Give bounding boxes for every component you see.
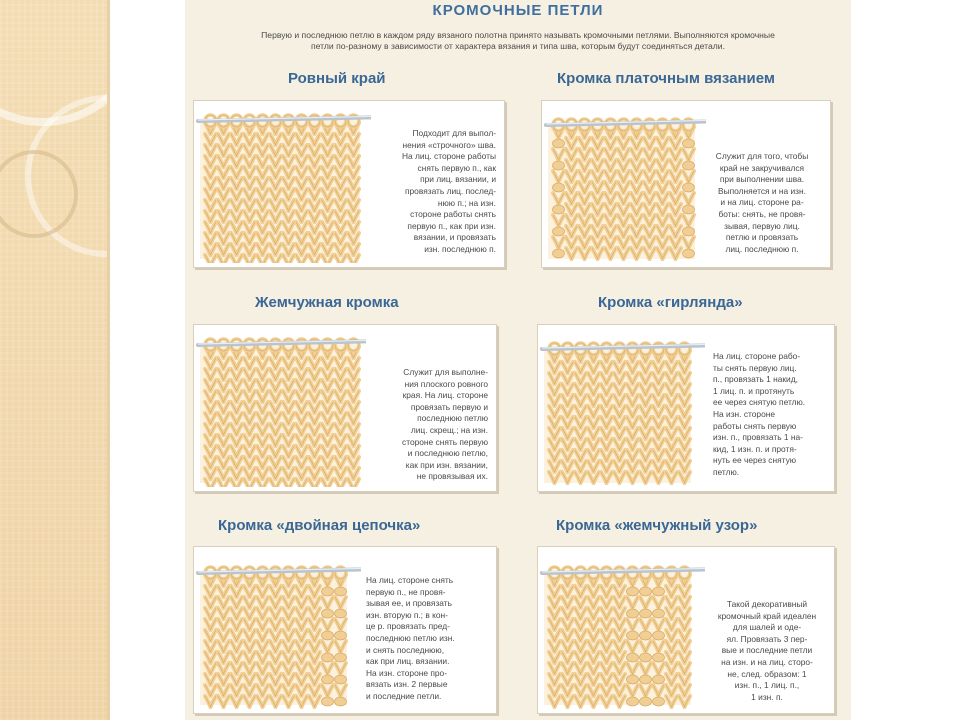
description-line: стороне снять первую	[402, 436, 488, 447]
section-description	[706, 599, 828, 703]
knitting-illustration	[544, 109, 706, 263]
description-line: изн. п., 1 лиц. п.,	[734, 680, 800, 691]
description-line: нуть ее через снятую	[713, 455, 797, 466]
section-title-garter-edge: Кромка платочным вязанием	[557, 70, 776, 87]
knit-stitches	[546, 119, 706, 259]
description-line: Подходит для выпол-	[412, 128, 496, 138]
scanned-page	[185, 0, 851, 720]
section-description	[700, 151, 824, 255]
description-line: лиц. скрещ.; на изн.	[410, 424, 488, 435]
description-line: стороне работы снять	[410, 209, 496, 220]
section-description	[344, 367, 488, 483]
description-line: как при изн. вязании,	[405, 459, 488, 470]
description-line: и снять последнюю,	[366, 644, 445, 655]
intro-line: Первую и последнюю петлю в каждом ряду вязаного полотна принято называть кромочными петлями. Выполняются кромочные	[261, 30, 775, 40]
description-line: петлю и провязать	[725, 232, 799, 243]
left-decoration	[0, 0, 107, 720]
description-line: Служит для того, чтобы	[715, 151, 809, 161]
section-title-garland-edge: Кромка «гирлянда»	[598, 294, 743, 311]
section-title-even-edge: Ровный край	[288, 70, 386, 87]
description-line: зывая ее, и провязать	[366, 598, 452, 609]
panel-double-chain-edge	[193, 546, 497, 714]
description-line: лиц. последнюю п.	[725, 243, 799, 254]
panel-pearl-pattern-edge	[537, 546, 835, 714]
description-line: изн. последнюю п.	[424, 243, 496, 254]
description-line: Такой декоративный	[726, 599, 808, 609]
description-line: вые и последние петли	[721, 645, 813, 656]
section-title-pearl-pattern-edge: Кромка «жемчужный узор»	[556, 517, 758, 534]
description-line: и на лиц. стороне ра-	[720, 197, 804, 208]
description-line: вязании, и провязать	[413, 232, 496, 243]
section-title-double-chain-edge: Кромка «двойная цепочка»	[218, 517, 421, 534]
description-line: На лиц. стороне работы	[401, 151, 496, 162]
description-line: и последние петли.	[366, 690, 442, 701]
panel-garter-edge	[541, 100, 831, 268]
description-line: изн. п., провязать 1 на-	[713, 432, 803, 443]
intro-text	[195, 30, 841, 52]
knit-stitches	[542, 567, 705, 707]
description-line: 1 изн. п.	[751, 691, 783, 702]
description-line: ее через снятую петлю.	[713, 397, 806, 408]
description-line: первую п., как при изн.	[407, 220, 496, 231]
description-line: На изн. стороне	[713, 408, 776, 419]
section-description	[344, 128, 496, 256]
description-line: На лиц. стороне снять	[366, 575, 454, 585]
description-line: На изн. стороне про-	[366, 667, 447, 678]
section-title-pearl-edge: Жемчужная кромка	[255, 294, 399, 311]
knit-stitches	[198, 339, 366, 487]
description-line: при выполнении шва.	[719, 174, 805, 185]
description-line: ния плоского ровного	[404, 378, 488, 389]
knit-stitches	[542, 343, 705, 483]
description-line: и последнюю петлю,	[407, 448, 488, 459]
description-line: боты: снять, не провя-	[718, 208, 806, 219]
description-line: работы снять первую	[713, 420, 797, 431]
description-line: при лиц. вязании, и	[420, 174, 496, 185]
knitting-illustration	[196, 329, 366, 487]
description-line: зывая, первую лиц.	[724, 220, 800, 231]
knitting-illustration	[540, 557, 705, 709]
description-line: Служит для выполне-	[403, 367, 488, 377]
description-line: це р. провязать пред-	[366, 621, 450, 632]
description-line: не провязывая их.	[416, 471, 488, 482]
description-line: 1 лиц. п. и протянуть	[713, 385, 795, 396]
description-line: последнюю петлю	[417, 413, 488, 424]
description-line: кид, 1 изн. п. и протя-	[713, 443, 797, 454]
knitting-illustration	[196, 557, 361, 709]
description-line: нюю п.; на изн.	[437, 197, 496, 208]
intro-line: петли по-разному в зависимости от характера вязания и типа шва, которым будут соединяться детали.	[311, 41, 725, 51]
page-title: КРОМОЧНЫЕ ПЕТЛИ	[432, 2, 604, 19]
panel-garland-edge	[537, 324, 835, 492]
description-line: ял. Провязать 3 пер-	[726, 633, 808, 644]
knitting-illustration	[540, 333, 705, 487]
description-line: вязать изн. 2 первые	[366, 679, 448, 690]
section-description	[366, 575, 490, 703]
panel-pearl-edge	[193, 324, 497, 492]
panel-even-edge	[193, 100, 505, 268]
left-divider	[107, 0, 110, 720]
description-line: провязать первую и	[410, 401, 488, 412]
description-line: кромочный край идеален	[717, 610, 817, 621]
description-line: как при лиц. вязании.	[366, 656, 450, 667]
description-line: На лиц. стороне рабо-	[713, 351, 801, 361]
description-line: ты снять первую лиц.	[713, 362, 797, 373]
description-line: не, след. образом: 1	[727, 668, 807, 679]
description-line: Выполняется и на изн.	[718, 185, 806, 196]
description-line: изн. вторую п.; в кон-	[366, 609, 448, 620]
description-line: петлю.	[713, 466, 740, 477]
description-line: последнюю петлю изн.	[366, 632, 455, 643]
description-line: на изн. и на лиц. сторо-	[721, 656, 813, 667]
description-line: для шалей и оде-	[732, 622, 802, 633]
description-line: край не закручивался	[719, 162, 805, 173]
description-line: первую п., не провя-	[366, 586, 446, 597]
description-line: края. На лиц. стороне	[402, 390, 488, 401]
description-line: нения «строчного» шва.	[402, 139, 496, 150]
description-line: провязать лиц. послед-	[404, 185, 496, 196]
knit-stitches	[198, 567, 361, 707]
section-description	[713, 351, 829, 479]
description-line: снять первую п., как	[417, 162, 496, 173]
description-line: п., провязать 1 накид,	[713, 374, 798, 385]
